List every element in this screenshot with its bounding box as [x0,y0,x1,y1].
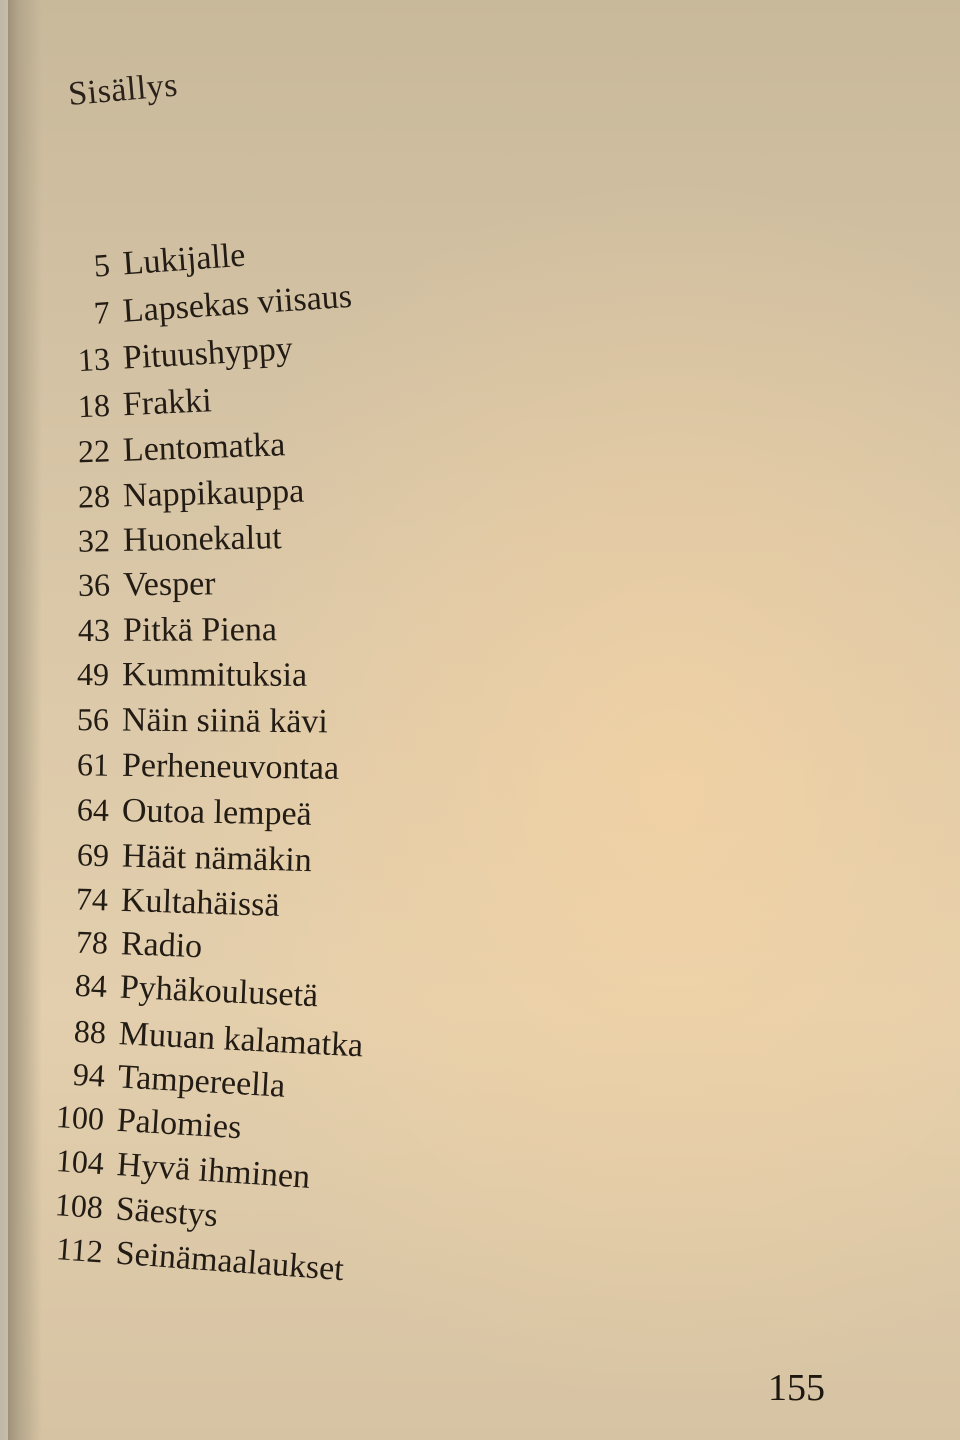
toc-title: Muuan kalamatka [118,1015,365,1065]
toc-title: Säestys [114,1190,219,1235]
toc-title: Lentomatka [122,426,286,469]
toc-title: Tampereella [116,1058,287,1105]
toc-entry [58,966,319,1015]
toc-page-number: 49 [76,656,110,693]
toc-page-number: 100 [54,1098,106,1137]
toc-page-number: 108 [53,1186,105,1226]
toc-title: Häät nämäkin [121,837,313,880]
toc-entry [61,656,307,695]
toc-page-number: 13 [76,340,111,379]
toc-heading: Sisällys [66,66,180,114]
toc-page-number: 5 [92,246,112,284]
toc-entry [61,791,312,834]
toc-title: Pyhäkoulusetä [119,968,319,1015]
toc-page-number: 64 [76,791,110,828]
toc-entry [59,880,280,925]
toc-title: Pituushyppy [121,330,294,377]
toc-title: Lapsekas viisaus [121,277,354,330]
toc-entry [61,426,286,472]
toc-page-number: 43 [77,611,111,648]
toc-title: Huonekalut [122,519,282,559]
toc-entry [61,701,328,741]
toc-title: Vesper [122,565,216,604]
toc-entry [61,237,247,288]
toc-page-number: 7 [92,293,112,331]
toc-page-number: 36 [77,566,111,603]
toc-page-number: 69 [76,836,110,874]
toc-entry [61,746,340,788]
toc-title: Lukijalle [121,236,247,283]
toc-entry [62,473,305,517]
toc-page-number: 56 [76,701,110,738]
toc-entry [55,1098,243,1147]
toc-title: Seinämaalaukset [114,1234,346,1289]
toc-page-number: 84 [74,966,108,1005]
toc-page-number: 104 [54,1142,106,1182]
toc-page-number: 22 [77,432,111,470]
toc-entry [54,1186,219,1235]
toc-entry [59,923,203,966]
toc-title: Hyvä ihminen [115,1146,312,1196]
toc-entry [62,565,216,605]
toc-entry [62,611,277,650]
toc-title: Palomies [115,1101,243,1147]
toc-page-number: 61 [76,746,110,783]
toc-entry [61,278,353,335]
toc-entry [56,1055,286,1106]
toc-title: Perheneuvontaa [121,746,340,787]
toc-title: Kultahäissä [120,881,281,924]
toc-entry [61,382,212,427]
toc-page-number: 94 [72,1055,106,1094]
toc-title: Outoa lempeä [121,792,313,833]
toc-page-number: 78 [75,923,109,961]
toc-title: Kummituksia [121,656,308,694]
page-number: 155 [768,1367,825,1409]
toc-page-number: 88 [73,1012,107,1051]
toc-page-number: 112 [54,1230,105,1270]
toc-page-number: 74 [75,880,109,918]
toc-title: Frakki [122,382,213,424]
toc-entry [61,836,313,880]
toc-page-number: 28 [77,477,111,515]
toc-entry [61,330,294,381]
toc-title: Näin siinä kävi [121,701,328,741]
toc-page-number: 32 [77,522,111,559]
toc-page-number: 18 [77,386,111,425]
toc-entry [54,1230,345,1289]
toc-title: Pitkä Piena [122,611,277,649]
toc-title: Nappikauppa [122,472,305,515]
toc-entry [62,519,282,561]
toc-title: Radio [120,925,203,966]
